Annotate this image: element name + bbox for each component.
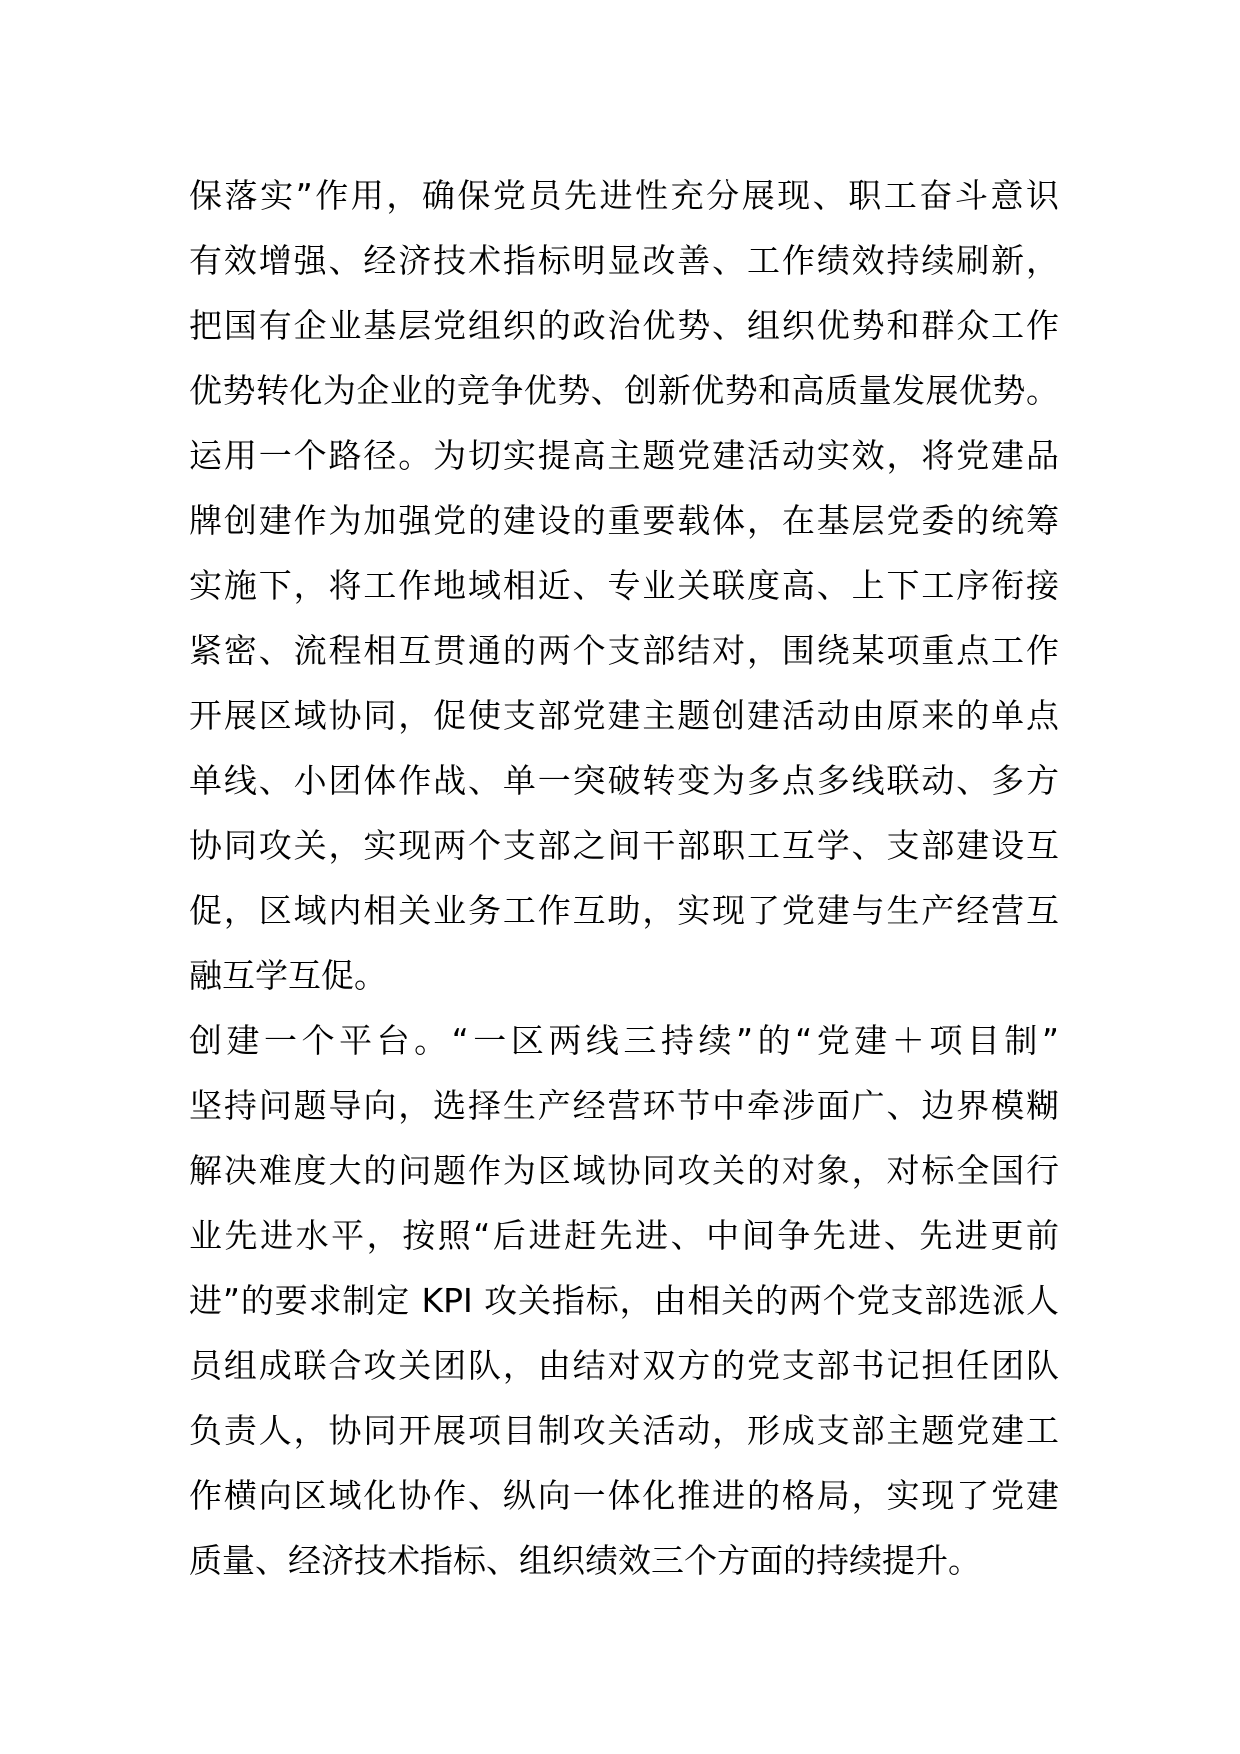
text-line: 优势转化为企业的竞争优势、创新优势和高质量发展优势。 [189, 371, 1059, 410]
text-line: 员组成联合攻关团队，由结对双方的党支部书记担任团队 [189, 1346, 1059, 1385]
paragraph-3 [189, 1008, 1059, 1593]
text-line: 促，区域内相关业务工作互助，实现了党建与生产经营互 [189, 891, 1059, 930]
text-line: 坚持问题导向，选择生产经营环节中牵涉面广、边界模糊 [189, 1086, 1059, 1125]
text-line: 融互学互促。 [189, 956, 387, 995]
text-line: 牌创建作为加强党的建设的重要载体，在基层党委的统筹 [189, 501, 1059, 540]
text-line: 创建一个平台。“一区两线三持续”的“党建＋项目制” [189, 1021, 1059, 1060]
text-line: 把国有企业基层党组织的政治优势、组织优势和群众工作 [189, 306, 1059, 345]
text-line: 业先进水平，按照“后进赶先进、中间争先进、先进更前 [189, 1216, 1059, 1255]
text-line: 单线、小团体作战、单一突破转变为多点多线联动、多方 [189, 761, 1059, 800]
document-body [189, 163, 1059, 1593]
text-line: 进”的要求制定 KPI 攻关指标，由相关的两个党支部选派人 [189, 1281, 1059, 1320]
paragraph-2 [189, 423, 1059, 1008]
text-line: 质量、经济技术指标、组织绩效三个方面的持续提升。 [189, 1541, 981, 1580]
text-line: 实施下，将工作地域相近、专业关联度高、上下工序衔接 [189, 566, 1059, 605]
text-line: 有效增强、经济技术指标明显改善、工作绩效持续刷新， [189, 241, 1059, 280]
text-line: 保落实”作用，确保党员先进性充分展现、职工奋斗意识 [189, 176, 1059, 215]
text-line: 紧密、流程相互贯通的两个支部结对，围绕某项重点工作 [189, 631, 1059, 670]
text-line: 负责人，协同开展项目制攻关活动，形成支部主题党建工 [189, 1411, 1059, 1450]
text-line: 运用一个路径。为切实提高主题党建活动实效，将党建品 [189, 436, 1059, 475]
paragraph-1 [189, 163, 1059, 423]
text-line: 开展区域协同，促使支部党建主题创建活动由原来的单点 [189, 696, 1059, 735]
text-line: 协同攻关，实现两个支部之间干部职工互学、支部建设互 [189, 826, 1059, 865]
text-line: 解决难度大的问题作为区域协同攻关的对象，对标全国行 [189, 1151, 1059, 1190]
text-line: 作横向区域化协作、纵向一体化推进的格局，实现了党建 [189, 1476, 1059, 1515]
